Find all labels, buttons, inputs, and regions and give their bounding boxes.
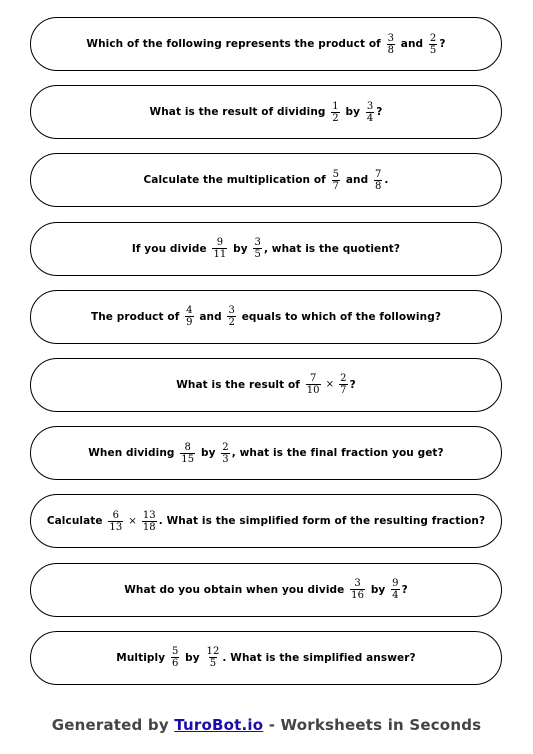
- footer-suffix: - Worksheets in Seconds: [263, 716, 482, 734]
- fraction-numerator: 12: [206, 646, 220, 658]
- fraction-denominator: 6: [171, 658, 179, 670]
- fraction-numerator: 2: [340, 373, 347, 385]
- fraction: [142, 510, 157, 533]
- fraction-denominator: 5: [209, 658, 217, 670]
- fraction-numerator: 6: [112, 509, 120, 521]
- question-text: , what is the quotient?: [263, 242, 401, 255]
- question-card: [30, 85, 502, 139]
- question-text: and: [195, 310, 226, 323]
- fraction: [391, 578, 399, 601]
- question-list: [30, 17, 502, 699]
- fraction: [387, 33, 395, 56]
- question-card: [30, 222, 502, 276]
- fraction-denominator: 11: [213, 249, 227, 261]
- fraction: [171, 646, 179, 669]
- fraction-denominator: 18: [142, 521, 156, 533]
- question-text: .: [384, 174, 389, 187]
- fraction: [185, 305, 193, 328]
- fraction: [350, 578, 365, 601]
- question-text: What is the result of: [176, 378, 304, 391]
- question-text: When dividing: [88, 447, 179, 460]
- fraction-denominator: 7: [332, 180, 340, 192]
- fraction: [108, 510, 123, 533]
- fraction-numerator: 5: [171, 646, 179, 658]
- fraction-denominator: 5: [254, 249, 261, 261]
- fraction: [253, 237, 261, 260]
- question-text: ?: [376, 106, 383, 119]
- fraction-numerator: 3: [254, 237, 261, 249]
- fraction-numerator: 5: [332, 168, 340, 180]
- question-text: by: [341, 106, 364, 119]
- question-text: by: [181, 651, 204, 664]
- fraction-denominator: 3: [222, 453, 229, 465]
- fraction-denominator: 9: [186, 317, 193, 329]
- question-text: and: [342, 174, 372, 187]
- fraction-numerator: 2: [429, 32, 437, 44]
- question-text: What is the result of dividing: [149, 106, 330, 119]
- fraction-denominator: 2: [332, 112, 339, 124]
- question-text: Calculate the multiplication of: [143, 174, 330, 187]
- fraction: [205, 646, 220, 669]
- question-text: by: [197, 447, 220, 460]
- fraction-denominator: 7: [340, 385, 347, 397]
- fraction-numerator: 3: [354, 578, 361, 589]
- fraction-denominator: 10: [306, 385, 320, 397]
- fraction-numerator: 7: [374, 168, 382, 180]
- question-text: ?: [439, 38, 446, 50]
- question-text: , what is the final fraction you get?: [231, 447, 444, 460]
- question-card: [30, 631, 502, 685]
- question-text: Which of the following represents the product of: [86, 38, 385, 50]
- question-card: [30, 563, 502, 617]
- question-text: ?: [401, 583, 408, 596]
- question-text: What do you obtain when you divide: [124, 583, 349, 596]
- fraction-numerator: 9: [216, 237, 224, 249]
- question-card: [30, 494, 502, 548]
- fraction-numerator: 4: [186, 305, 193, 317]
- fraction-denominator: 16: [351, 590, 365, 601]
- fraction-denominator: 4: [366, 112, 374, 124]
- question-text: The product of: [90, 310, 184, 323]
- fraction-denominator: 5: [429, 44, 437, 56]
- fraction: [212, 237, 227, 260]
- multiply-symbol: ×: [325, 379, 335, 391]
- question-card: [30, 426, 502, 480]
- question-text: Multiply: [116, 651, 169, 664]
- fraction: [331, 101, 339, 124]
- question-text: by: [367, 583, 390, 596]
- fraction-denominator: 2: [228, 317, 235, 329]
- fraction: [227, 305, 235, 328]
- fraction: [374, 169, 382, 192]
- fraction: [221, 442, 229, 465]
- question-card: [30, 290, 502, 344]
- fraction-numerator: 9: [392, 578, 399, 589]
- question-card: [30, 17, 502, 71]
- fraction-numerator: 3: [366, 100, 374, 112]
- fraction-numerator: 3: [387, 32, 395, 44]
- question-text: If you divide: [131, 242, 211, 255]
- question-text: equals to which of the following?: [237, 310, 442, 323]
- question-text: and: [397, 38, 427, 50]
- turobot-link[interactable]: TuroBot.io: [174, 716, 264, 734]
- fraction-numerator: 3: [228, 305, 235, 317]
- question-text: . What is the simplified form of the resulting fraction?: [158, 515, 486, 528]
- fraction: [180, 442, 195, 465]
- fraction-numerator: 8: [184, 441, 191, 453]
- fraction: [306, 373, 321, 396]
- fraction-denominator: 8: [387, 44, 395, 56]
- fraction: [339, 373, 347, 396]
- fraction-numerator: 13: [142, 509, 156, 521]
- footer: [0, 716, 533, 734]
- question-text: Calculate: [46, 515, 107, 528]
- fraction-numerator: 1: [332, 100, 339, 112]
- fraction: [332, 169, 340, 192]
- multiply-symbol: ×: [128, 515, 137, 527]
- question-card: [30, 358, 502, 412]
- fraction-denominator: 13: [109, 521, 123, 533]
- fraction-numerator: 2: [222, 441, 229, 453]
- fraction: [429, 33, 437, 56]
- question-text: . What is the simplified answer?: [222, 651, 416, 664]
- question-text: by: [229, 242, 252, 255]
- fraction-denominator: 15: [181, 453, 195, 465]
- fraction-denominator: 4: [392, 590, 399, 601]
- question-text: ?: [349, 378, 356, 391]
- fraction-numerator: 7: [309, 373, 317, 385]
- question-card: [30, 153, 502, 207]
- footer-prefix: Generated by: [51, 716, 175, 734]
- fraction: [366, 101, 374, 124]
- fraction-denominator: 8: [374, 180, 382, 192]
